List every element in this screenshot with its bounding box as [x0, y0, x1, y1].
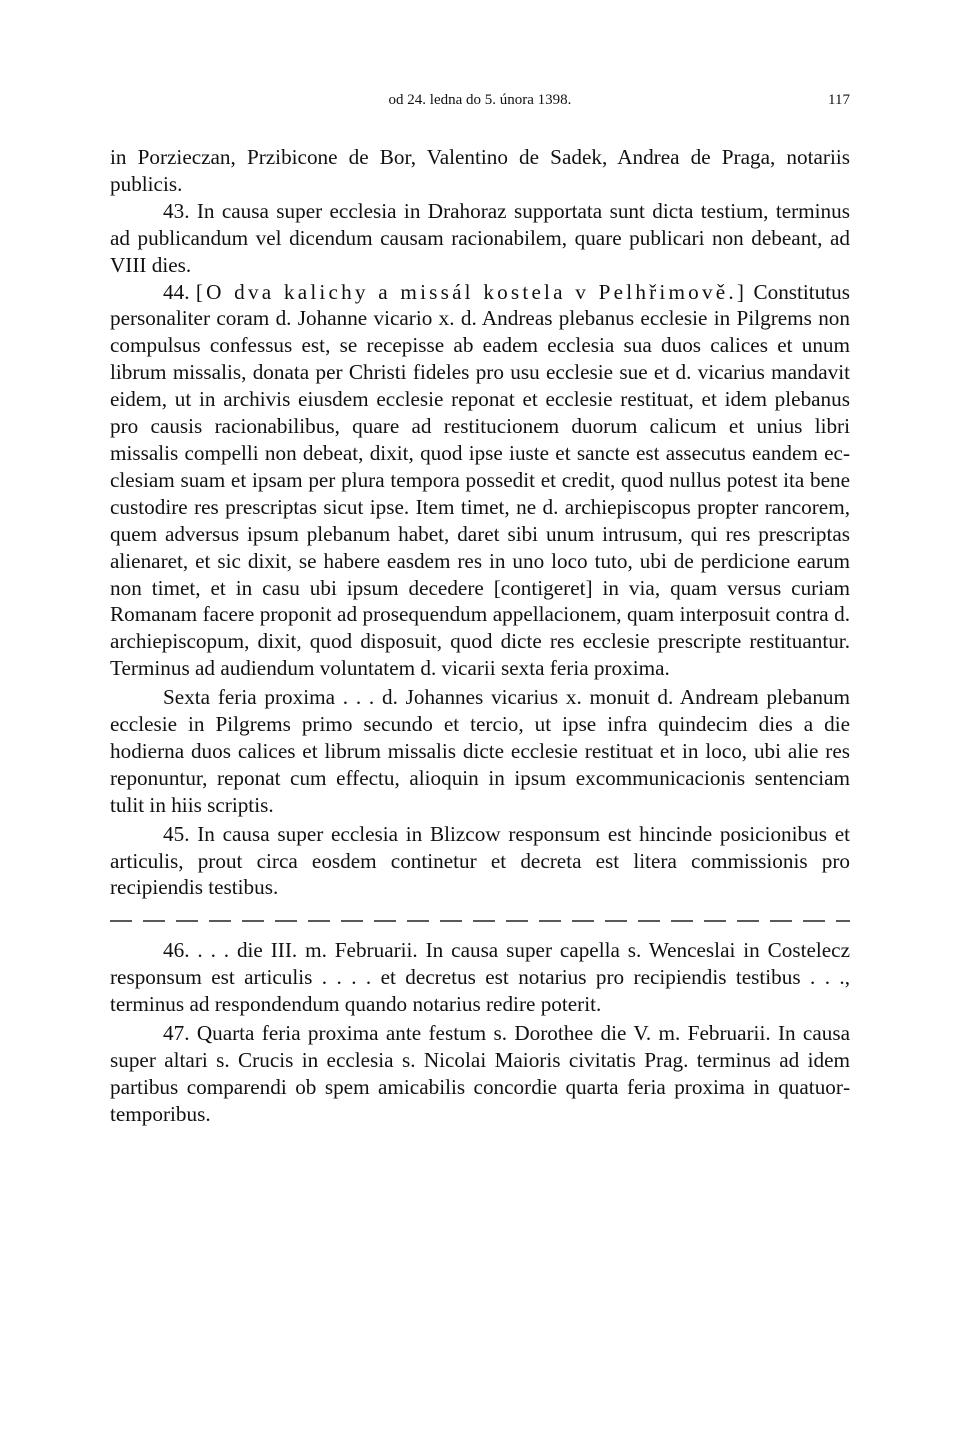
paragraph-44-text: Constitutus personaliter coram d. Johanne vicario x. d. Andreas plebanus ecclesie in Pilgrems non compulsus confessus est, se recepisse ab eadem ecclesia sua duos calices et unum librum missalis, donata per Christi fideles pro usu ecclesie sue et d. vicarius mandavit eidem, ut in archivis eiusdem ecclesie reponat et ecclesie restituat, et idem plebanus pro causis racionabilibus, quare ad restitucionem duorum calicum et unius libri missalis compelli non debeat, dixit, quod ipse iuste et sancte est assecutus eandem ecclesiam suam et ipsam per plura tempora possedit et credit, quod nullus potest ita bene custodire res prescriptas sicut ipse. Item timet, ne d. archiepiscopus propter rancorem, quem adversus ipsum plebanum habet, daret sibi unum intrusum, qui res prescriptas alienaret, et sic dixit, se habere easdem res in uno loco tuto, ubi de perdicione earum non timet, et in casu ubi ipsum decedere [contigeret] in via, quam versus curiam Romanam facere proponit ad prosequendum appellacionem, quam interposuit contra d. archiepiscopum, dixit, quod disposuit, quod dicte res ecclesie prescripte restituantur. Terminus ad audiendum voluntatem d. vicarii sexta feria proxima.	[110, 279, 851, 681]
running-title: od 24. ledna do 5. února 1398.	[388, 92, 572, 108]
paragraph-44-heading: [O dva kalichy a missál kostela v Pelhřimově.]	[195, 279, 748, 304]
paragraph-46: 46. . . . die III. m. Februarii. In causa super capella s. Wenceslai in Costelecz responsum est articulis . . . . et decretus est notarius pro recipiendis testibus . . ., terminus ad respondendum quando notarius redire poterit.	[110, 938, 850, 1017]
paragraph-45: 45. In causa super ecclesia in Blizcow responsum est hincinde posicionibus et articulis, prout circa eosdem continetur et decreta est litera commissionis pro recipiendis testibus.	[110, 821, 850, 900]
paragraph-47: 47. Quarta feria proxima ante festum s. Dorothee die V. m. Februarii. In causa super altari s. Crucis in ecclesia s. Nicolai Maioris civitatis Prag. terminus ad idem partibus comparendi ob spem amicabilis concordie quarta feria proxima in quatuortemporibus.	[110, 1021, 850, 1126]
page-body	[110, 144, 850, 1128]
paragraph-44-number: 44.	[163, 279, 190, 304]
paragraph-continuation: in Porzieczan, Przibicone de Bor, Valentino de Sadek, Andrea de Praga, notariis publicis.	[110, 145, 850, 196]
page-header	[110, 92, 850, 116]
dashed-separator	[110, 915, 850, 927]
paragraph-44-continuation: Sexta feria proxima . . . d. Johannes vicarius x. monuit d. Andream plebanum ecclesie in Pilgrems primo secundo et tercio, ut ipse infra quindecim dies a die hodierna duos calices et librum missalis dicte ecclesie restituat et in loco, ubi alie res reponuntur, reponat cum effectu, alioquin in ipsum excommunicacionis sentenciam tulit in hiis scriptis.	[110, 685, 850, 817]
page-number: 117	[828, 92, 850, 108]
paragraph-43: 43. In causa super ecclesia in Drahoraz supportata sunt dicta testium, terminus ad publicandum vel dicendum causam racionabilem, quare publicari non debeant, ad VIII dies.	[110, 198, 850, 277]
paragraph-44	[110, 279, 850, 683]
